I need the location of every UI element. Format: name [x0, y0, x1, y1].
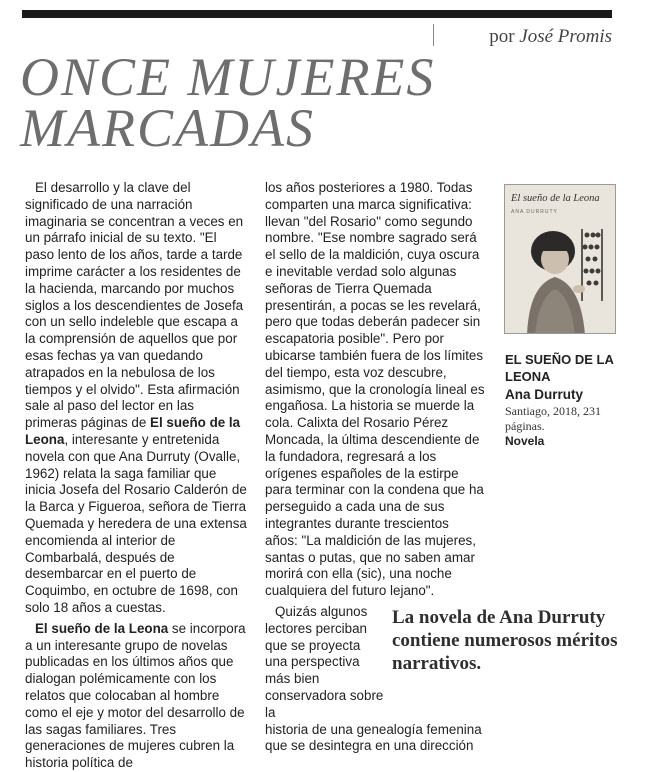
article-column-1	[25, 180, 247, 772]
byline-author: José Promis	[519, 26, 612, 47]
byline	[440, 26, 612, 48]
book-info-publication: Santiago, 2018, 231 páginas.	[505, 404, 601, 433]
book-cover-title: El sueño de la Leona	[511, 193, 600, 204]
byline-divider	[433, 24, 434, 46]
paragraph-narrow: Quizás algunos lectores perciban que se proyecta una perspectiva más bien conservadora sobre la	[265, 603, 384, 720]
headline-line-1: ONCE MUJERES	[20, 47, 436, 107]
paragraph: los años posteriores a 1980. Todas comparten una marca significativa: llevan "del Rosario" como segundo nombre. "Ese nombre sagrado será el sello de la maldición, cuya oscura e inevitable verdad solo algunas señoras de Tierra Quemada presentirán, a pocas se les revelará, pero que todas deberán padecer sin escapatoria posible". Pero por ubicarse también fuera de los límites del tiempo, esta voz descubre, asimismo, que la cronología lineal es engañosa. La historia se muerde la cola. Calixta del Rosario Pérez Moncada, la última descendiente de la fundadora, regresará a los orígenes españoles de la estirpe para terminar con la condena que ha perseguido a cada una de sus integrantes durante trescientos años: "La maldición de las mujeres, santas o putas, que no saben amar morirá con ella (sic), una noche cualquiera del futuro lejano".	[265, 180, 485, 599]
book-title-inline: El sueño de la Leona	[25, 415, 241, 447]
paragraph-text: , interesante y entretenida novela con que Ana Durruty (Ovalle, 1962) relata la saga familiar que inicia Josefa del Rosario Calderón de la Barca y Figueroa, señora de Tierra Quemada y heredera de una extensa encomienda al interior de Combarbalá, después de desembarcar en el puerto de Coquimbo, en octubre de 1698, con solo 18 años a cuestas.	[25, 431, 247, 615]
paragraph-continued: historia de una genealogía femenina que se desintegra en una dirección	[265, 721, 482, 754]
paragraph-text: El desarrollo y la clave del significado de una narración imaginaria se concentran a veces en un párrafo inicial de su texto. "El paso lento de los años, tarde a tarde imprime carácter a los residentes de la hacienda, marcando por muchos siglos a los descendientes de Josefa con un sello indeleble que escapa a la comprensión de aquellos que por esas fechas ya van quedando atrapados en la nebulosa de los tiempos y el olvido". Esta afirmación sale al paso del lector en las primeras páginas de	[25, 180, 244, 431]
top-rule	[22, 10, 612, 18]
book-info-genre: Novela	[505, 434, 545, 448]
book-cover-photo	[505, 185, 616, 334]
book-title-inline: El sueño de la Leona	[35, 620, 169, 636]
book-cover-author: ANA DURRUTY	[511, 209, 558, 215]
paragraph-text: se incorpora a un interesante grupo de novelas publicadas en los últimos años que dialogan polémicamente con los relatos que colocaban al hombre como el eje y motor del desarrollo de las sagas familiares. Tres generaciones de mujeres cubren la historia política de	[25, 620, 246, 771]
pull-quote: La novela de Ana Durruty contiene numerosos méritos narrativos.	[392, 607, 618, 674]
paragraph	[25, 180, 247, 617]
byline-prefix: por	[489, 26, 515, 47]
paragraph	[25, 621, 247, 772]
book-info-author: Ana Durruty	[505, 387, 584, 402]
headline	[20, 47, 436, 158]
headline-line-2: MARCADAS	[20, 98, 315, 158]
book-info-title: EL SUEÑO DE LA LEONA	[505, 352, 614, 384]
book-cover-image	[504, 184, 616, 334]
